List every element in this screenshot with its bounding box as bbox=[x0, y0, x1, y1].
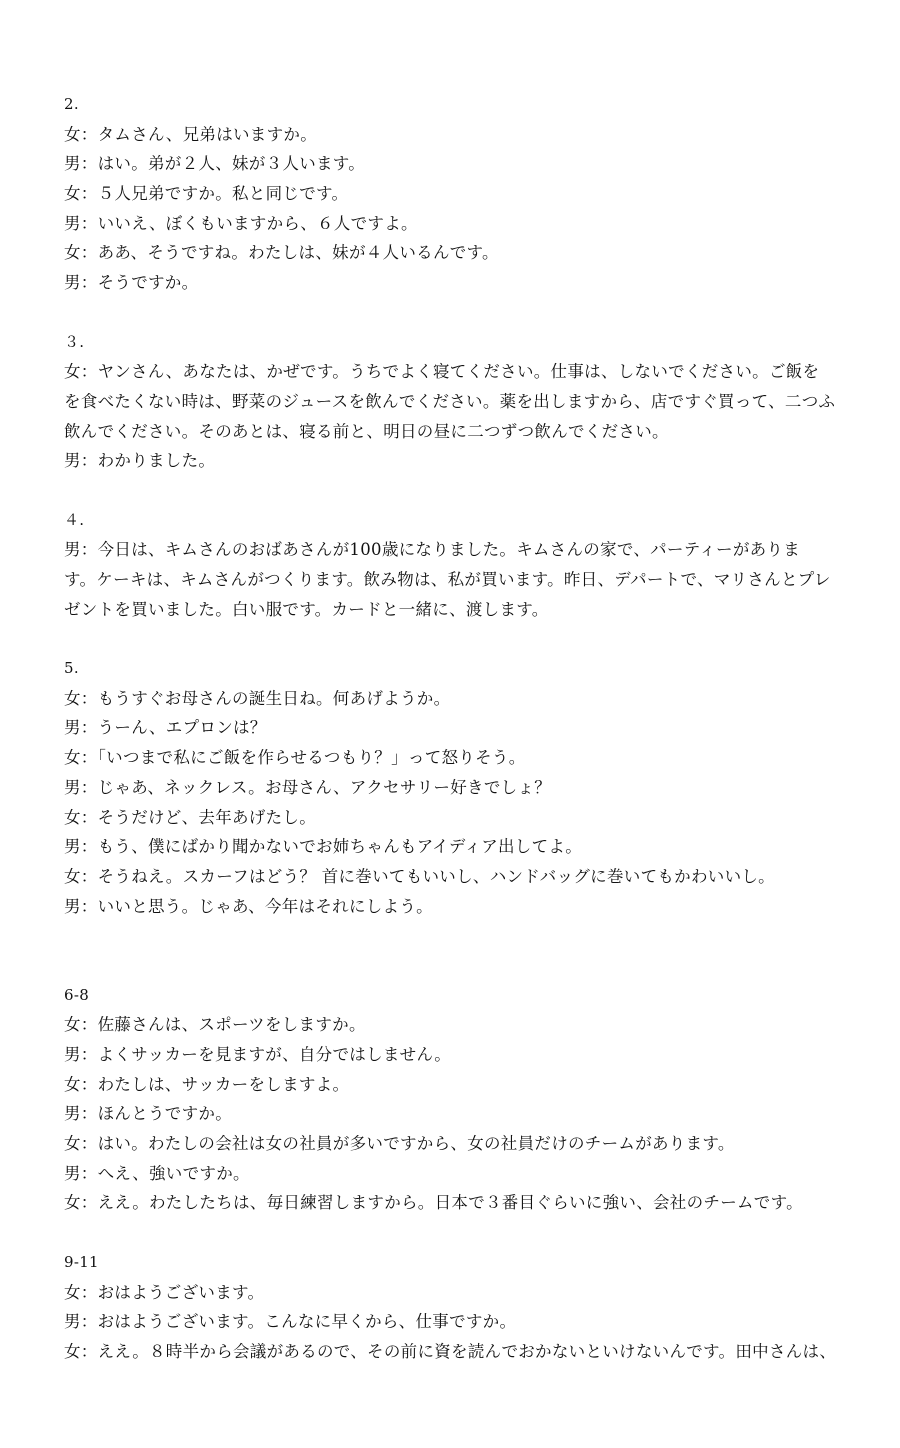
dialogue-line: 女：５人兄弟ですか。私と同じです。 bbox=[64, 184, 349, 204]
section-heading: ３. bbox=[64, 332, 85, 351]
section-spacer bbox=[64, 1218, 864, 1248]
section-spacer bbox=[64, 921, 864, 980]
section-4 bbox=[64, 506, 864, 625]
dialogue-line: 男：じゃあ、ネックレス。お母さん、アクセサリー好きでしょ？ bbox=[64, 777, 552, 797]
section-5 bbox=[64, 654, 864, 921]
dialogue-line: 女：そうだけど、去年あげたし。 bbox=[64, 807, 316, 827]
dialogue-line: 男：うーん、エプロンは？ bbox=[64, 718, 267, 738]
section-spacer bbox=[64, 298, 864, 328]
transcript-document bbox=[64, 90, 864, 1367]
dialogue-line: 男：いいと思う。じゃあ、今年はそれにしよう。 bbox=[64, 896, 433, 916]
dialogue-line: 男：へえ、強いですか。 bbox=[64, 1163, 250, 1183]
dialogue-line: を食べたくない時は、野菜のジュースを飲んでください。薬を出しますから、店ですぐ買って、二つふ bbox=[64, 391, 836, 411]
section-heading: 6-8 bbox=[64, 985, 90, 1004]
section-heading: 5. bbox=[64, 659, 79, 678]
section-3 bbox=[64, 328, 864, 476]
dialogue-line: 男：はい。弟が２人、妹が３人います。 bbox=[64, 154, 366, 174]
section-9-11 bbox=[64, 1248, 864, 1367]
dialogue-line: 男：今日は、キムさんのおばあさんが100歳になりました。キムさんの家で、パーティーがありま bbox=[64, 540, 801, 560]
dialogue-line: 女：ええ。８時半から会議があるので、その前に資を読んでおかないといけないんです。田中さんは、 bbox=[64, 1341, 837, 1361]
section-spacer bbox=[64, 476, 864, 506]
section-heading: 2. bbox=[64, 95, 79, 113]
dialogue-line: 男：そうですか。 bbox=[64, 273, 199, 293]
dialogue-line: 女：ええ。わたしたちは、毎日練習しますから。日本で３番目ぐらいに強い、会社のチームです。 bbox=[64, 1193, 803, 1213]
dialogue-line: 女：わたしは、サッカーをしますよ。 bbox=[64, 1074, 350, 1094]
dialogue-line: 女：ヤンさん、あなたは、かぜです。うちでよく寝てください。仕事は、しないでください。ご飯を bbox=[64, 362, 820, 382]
dialogue-line: 男：わかりました。 bbox=[64, 451, 216, 471]
dialogue-line: 女：はい。わたしの会社は女の社員が多いですから、女の社員だけのチームがあります。 bbox=[64, 1134, 735, 1154]
section-heading: ４. bbox=[64, 510, 85, 529]
section-2 bbox=[64, 90, 864, 298]
dialogue-line: 女：そうねえ。スカーフはどう？ 首に巻いてもいいし、ハンドバッグに巻いてもかわいいし。 bbox=[64, 866, 775, 886]
section-heading: 9-11 bbox=[64, 1252, 99, 1271]
dialogue-line: ゼントを買いました。白い服です。カードと一緒に、渡します。 bbox=[64, 599, 549, 619]
dialogue-line: 女：ああ、そうですね。わたしは、妹が４人いるんです。 bbox=[64, 243, 499, 263]
dialogue-line: 女：タムさん、兄弟はいますか。 bbox=[64, 124, 317, 144]
section-6-8 bbox=[64, 981, 864, 1219]
dialogue-line: 男：もう、僕にばかり聞かないでお姉ちゃんもアイディア出してよ。 bbox=[64, 837, 582, 857]
dialogue-line: 男：ほんとうですか。 bbox=[64, 1104, 232, 1124]
dialogue-line: 男：おはようございます。こんなに早くから、仕事ですか。 bbox=[64, 1312, 517, 1332]
dialogue-line: す。ケーキは、キムさんがつくります。飲み物は、私が買います。昨日、デパートで、マリさんとプレ bbox=[64, 570, 831, 589]
dialogue-line: 男：いいえ、ぼくもいますから、６人ですよ。 bbox=[64, 213, 418, 233]
dialogue-line: 女：もうすぐお母さんの誕生日ね。何あげようか。 bbox=[64, 688, 451, 708]
dialogue-line: 男：よくサッカーを見ますが、自分ではしません。 bbox=[64, 1045, 452, 1065]
dialogue-line: 女：佐藤さんは、スポーツをしますか。 bbox=[64, 1015, 366, 1035]
dialogue-line: 女：おはようございます。 bbox=[64, 1282, 265, 1302]
dialogue-line: 飲んでください。そのあとは、寝る前と、明日の昼に二つずつ飲んでください。 bbox=[64, 421, 669, 441]
section-spacer bbox=[64, 624, 864, 654]
dialogue-line: 女：「いつまで私にご飯を作らせるつもり？」って怒りそう。 bbox=[64, 748, 526, 768]
